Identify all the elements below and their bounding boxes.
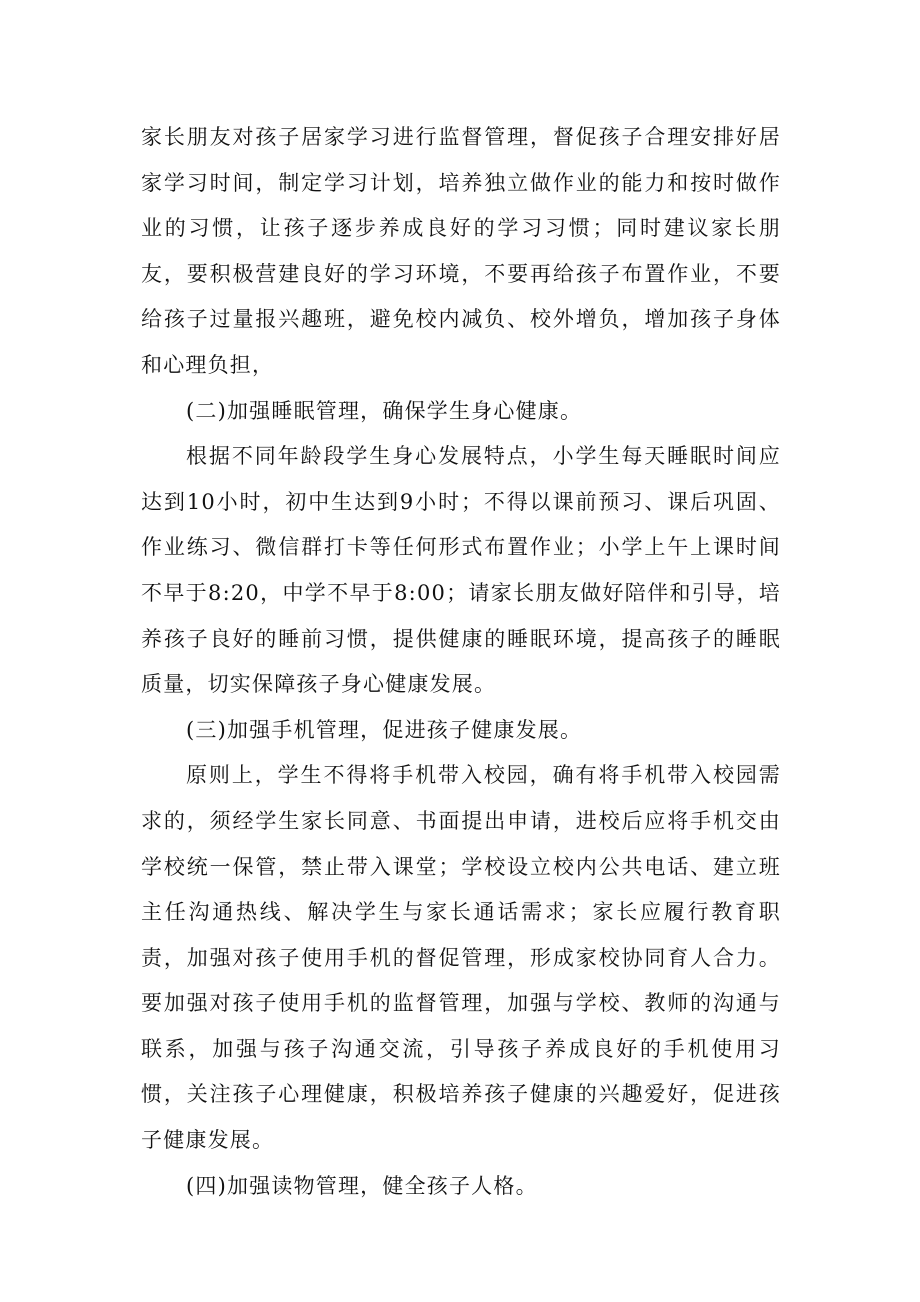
paragraph-phone-management: 原则上，学生不得将手机带入校园，确有将手机带入校园需求的，须经学生家长同意、书面提出申请，进校后应将手机交由学校统一保管，禁止带入课堂；学校设立校内公共电话、建立班主任沟通热线、解决学生与家长通话需求；家长应履行教育职责，加强对孩子使用手机的督促管理，形成家校协同育人合力。要加强对孩子使用手机的监督管理，加强与学校、教师的沟通与联系，加强与孩子沟通交流，引导孩子养成良好的手机使用习惯，关注孩子心理健康，积极培养孩子健康的兴趣爱好，促进孩子健康发展。 xyxy=(141,763,781,1153)
section-heading-sleep-management: (二)加强睡眠管理，确保学生身心健康。 xyxy=(186,398,583,423)
document-body xyxy=(141,115,781,1209)
paragraph-sleep-management: 根据不同年龄段学生身心发展特点，小学生每天睡眠时间应达到10小时，初中生达到9小时；不得以课前预习、课后巩固、作业练习、微信群打卡等任何形式布置作业；小学上午上课时间不早于8:20，中学不早于8:00；请家长朋友做好陪伴和引导，培养孩子良好的睡前习惯，提供健康的睡眠环境，提高孩子的睡眠质量，切实保障孩子身心健康发展。 xyxy=(141,444,781,697)
section-heading-reading-management: (四)加强读物管理，健全孩子人格。 xyxy=(186,1173,538,1198)
paragraph-homework-supervision: 家长朋友对孩子居家学习进行监督管理，督促孩子合理安排好居家学习时间，制定学习计划，培养独立做作业的能力和按时做作业的习惯，让孩子逐步养成良好的学习习惯；同时建议家长朋友，要积极营建良好的学习环境，不要再给孩子布置作业，不要给孩子过量报兴趣班，避免校内减负、校外增负，增加孩子身体和心理负担， xyxy=(141,125,781,377)
section-heading-phone-management: (三)加强手机管理，促进孩子健康发展。 xyxy=(186,717,583,742)
